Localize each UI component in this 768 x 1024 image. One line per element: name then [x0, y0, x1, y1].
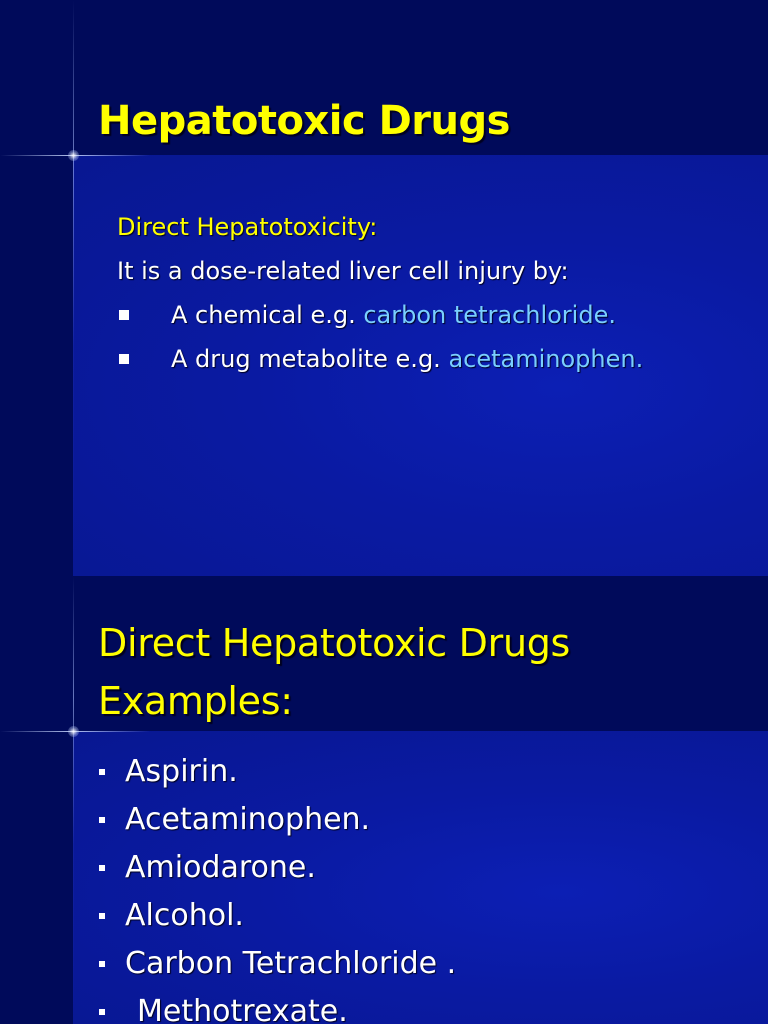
bullet-highlight: acetaminophen.	[448, 345, 644, 373]
slide-title-line: Direct Hepatotoxic Drugs	[98, 621, 571, 665]
list-item-label: Amiodarone.	[125, 850, 316, 885]
list-item	[97, 892, 757, 940]
bullet-text: A chemical e.g.	[171, 301, 364, 329]
decor-star-glow	[68, 726, 79, 737]
slide-direct-hepatotoxic-examples	[0, 576, 768, 1024]
decor-vertical-line	[73, 576, 74, 1024]
bullet-text: A drug metabolite e.g.	[171, 345, 449, 373]
list-item	[117, 293, 757, 337]
bullet-square-icon	[99, 769, 105, 775]
list-item	[97, 748, 757, 796]
list-item	[97, 844, 757, 892]
list-item-label: Acetaminophen.	[125, 802, 371, 837]
decor-star-glow	[68, 150, 79, 161]
slide-body	[117, 205, 757, 381]
list-item	[97, 796, 757, 844]
intro-text: It is a dose-related liver cell injury by:	[117, 257, 569, 285]
bullet-highlight: carbon tetrachloride.	[363, 301, 616, 329]
list-item-label: Methotrexate.	[137, 994, 348, 1024]
slide-title	[98, 614, 738, 730]
bullet-square-icon	[99, 913, 105, 919]
slide-title: Hepatotoxic Drugs	[98, 98, 510, 144]
list-item	[97, 940, 757, 988]
list-item	[117, 337, 757, 381]
list-item	[97, 988, 757, 1024]
list-item-label: Carbon Tetrachloride .	[125, 946, 457, 981]
bullet-square-icon	[119, 354, 129, 364]
list-item-label: Aspirin.	[125, 754, 238, 789]
examples-list	[97, 748, 757, 1024]
bullet-square-icon	[99, 865, 105, 871]
bullet-square-icon	[119, 310, 129, 320]
bullet-square-icon	[99, 1009, 105, 1015]
bullet-square-icon	[99, 961, 105, 967]
bullet-square-icon	[99, 817, 105, 823]
decor-vertical-line	[73, 0, 74, 576]
slide-title-line: Examples:	[98, 679, 293, 723]
section-heading: Direct Hepatotoxicity:	[117, 213, 378, 241]
list-item-label: Alcohol.	[125, 898, 244, 933]
